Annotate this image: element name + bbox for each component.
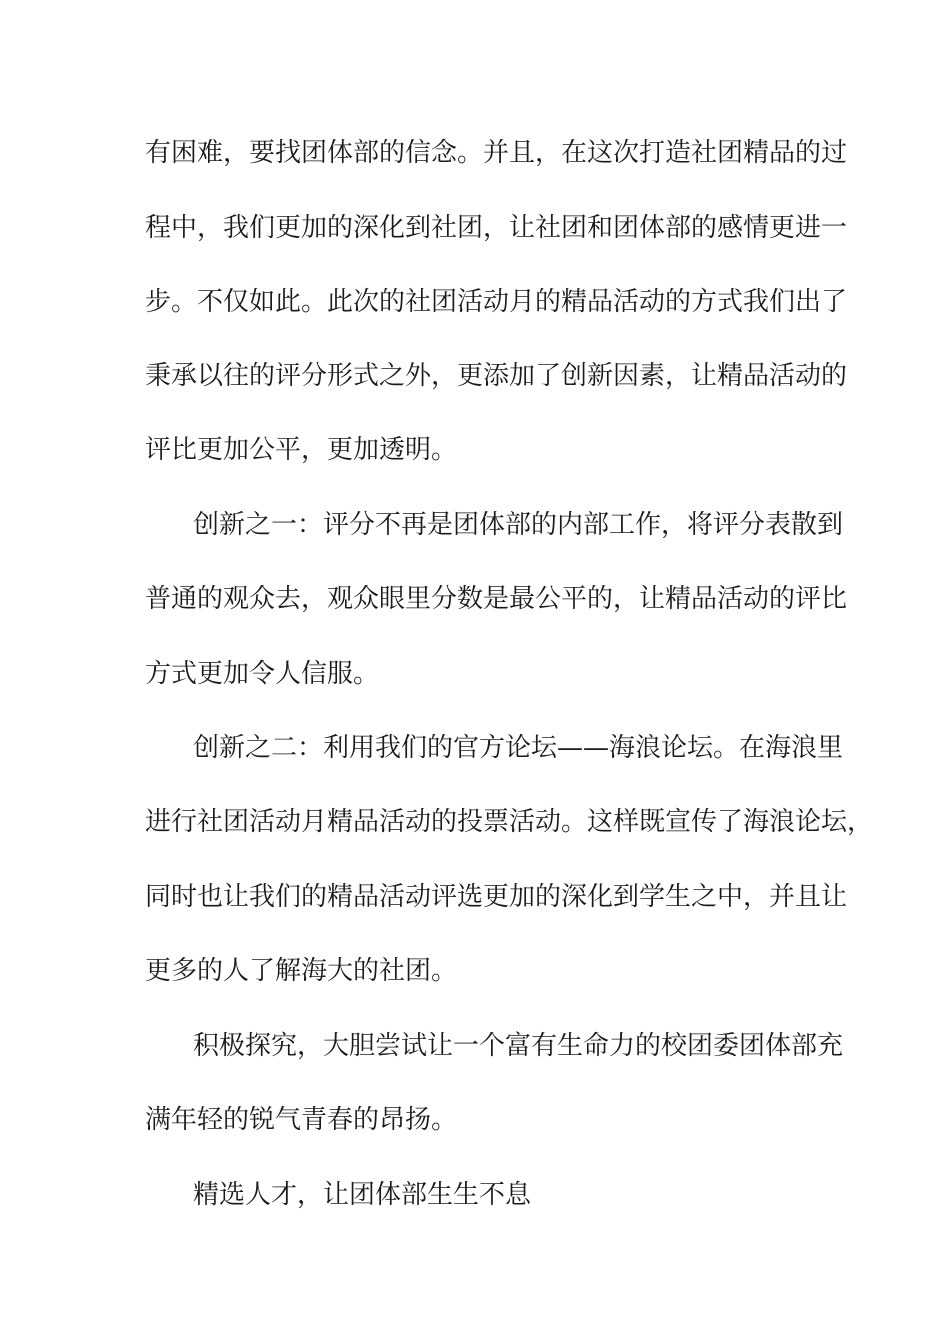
paragraph-innovation-two: 创新之二：利用我们的官方论坛——海浪论坛。在海浪里 (193, 733, 844, 763)
text-line-7: 普通的观众去，观众眼里分数是最公平的，让精品活动的评比 (145, 584, 848, 614)
text-line-14: 满年轻的锐气青春的昂扬。 (145, 1105, 458, 1135)
text-line-3: 步。不仅如此。此次的社团活动月的精品活动的方式我们出了 (145, 287, 848, 317)
text-line-5: 评比更加公平，更加透明。 (145, 435, 458, 465)
text-line-4: 秉承以往的评分形式之外，更添加了创新因素，让精品活动的 (145, 361, 848, 391)
text-line-2: 程中，我们更加的深化到社团，让社团和团体部的感情更进一 (145, 213, 848, 243)
text-line-12: 更多的人了解海大的社团。 (145, 956, 458, 986)
text-line-8: 方式更加令人信服。 (145, 659, 380, 689)
text-line-1: 有困难，要找团体部的信念。并且，在这次打造社团精品的过 (145, 138, 848, 168)
paragraph-select-talent: 精选人才，让团体部生生不息 (193, 1180, 532, 1210)
paragraph-explore: 积极探究，大胆尝试让一个富有生命力的校团委团体部充 (193, 1031, 844, 1061)
text-line-10: 进行社团活动月精品活动的投票活动。这样既宣传了海浪论坛， (145, 807, 874, 837)
text-line-11: 同时也让我们的精品活动评选更加的深化到学生之中，并且让 (145, 882, 848, 912)
paragraph-innovation-one: 创新之一：评分不再是团体部的内部工作，将评分表散到 (193, 510, 844, 540)
